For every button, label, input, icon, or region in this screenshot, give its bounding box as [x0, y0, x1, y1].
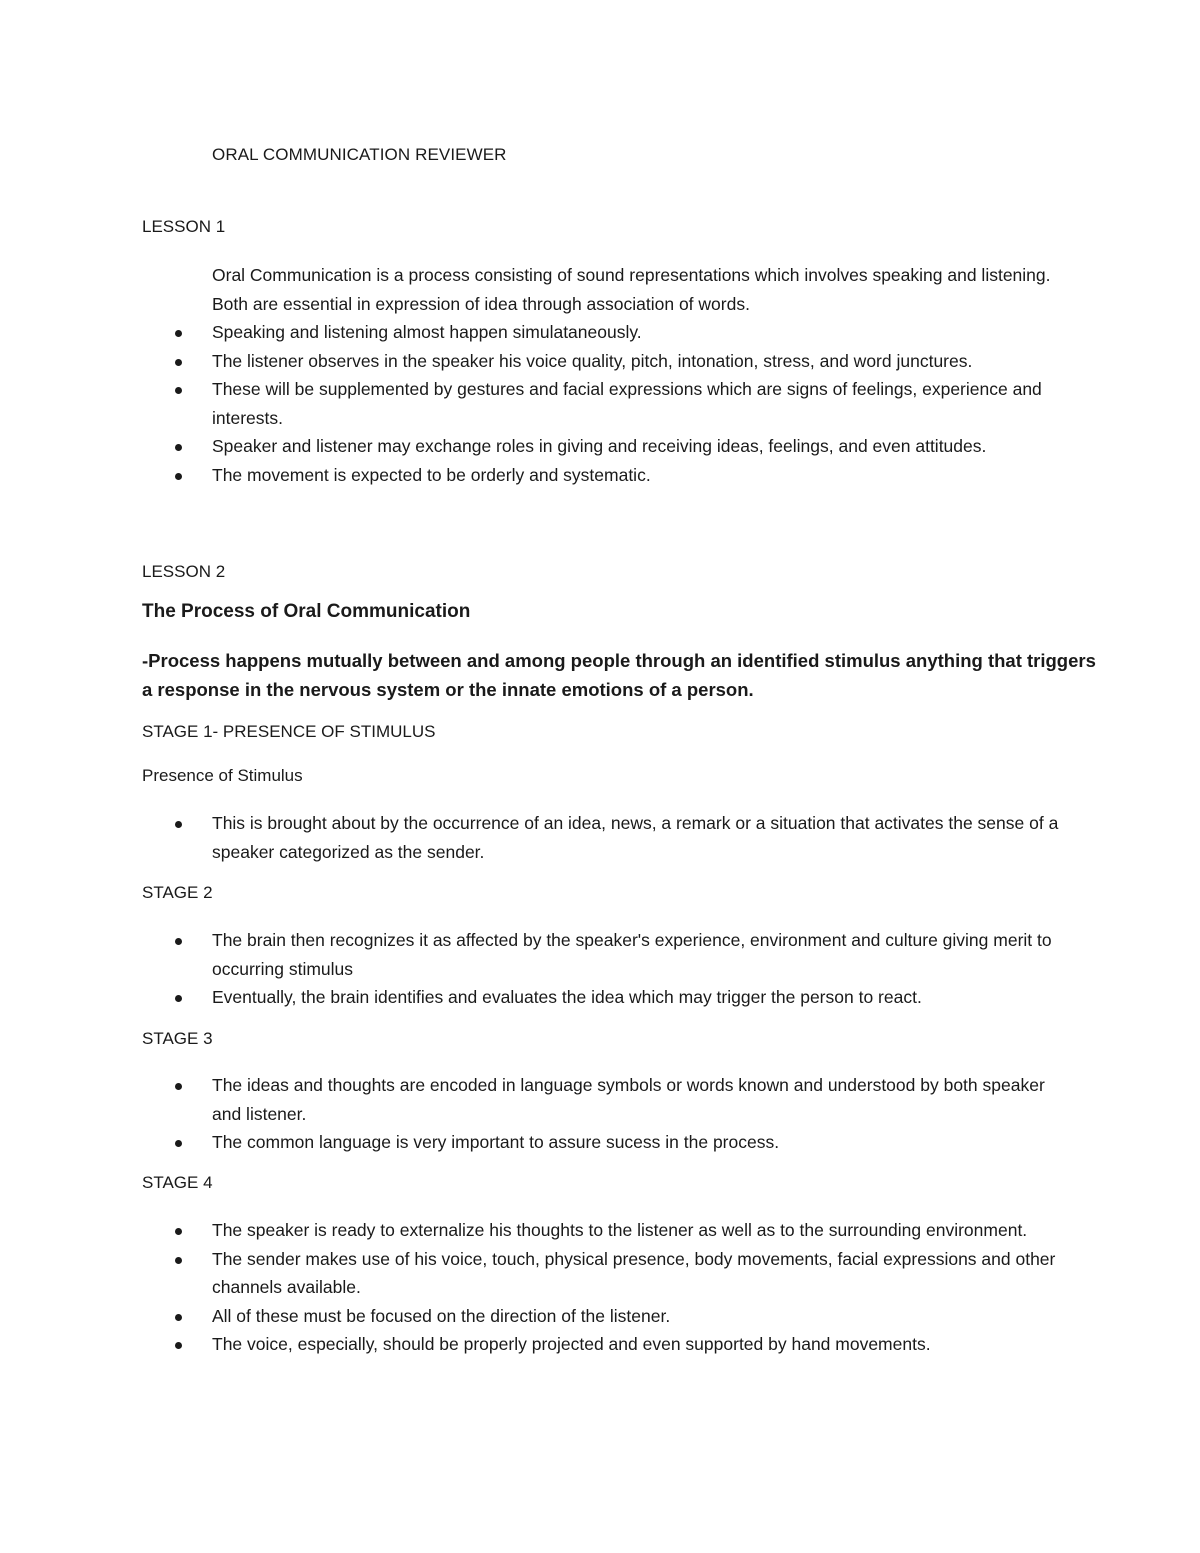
bullet-icon [175, 938, 182, 945]
bullet-icon [175, 387, 182, 394]
stage-3-label: STAGE 3 [142, 1029, 213, 1048]
bullet-icon [175, 330, 182, 337]
list-item: The listener observes in the speaker his voice quality, pitch, intonation, stress, and word junctures. [170, 347, 1070, 376]
list-item: Speaking and listening almost happen simulataneously. [170, 318, 1070, 347]
bullet-icon [175, 1314, 182, 1321]
list-item: This is brought about by the occurrence of an idea, news, a remark or a situation that activates the sense of a speaker categorized as the sender. [170, 809, 1070, 866]
stage-3-bullet-list [170, 1071, 1070, 1157]
stage-1-label: STAGE 1- PRESENCE OF STIMULUS [142, 722, 436, 741]
stage-4-label: STAGE 4 [142, 1173, 213, 1192]
list-item: The ideas and thoughts are encoded in language symbols or words known and understood by both speaker and listener. [170, 1071, 1070, 1128]
bullet-icon [175, 1140, 182, 1147]
bullet-icon [175, 1228, 182, 1235]
bullet-icon [175, 821, 182, 828]
lesson-2-label: LESSON 2 [142, 562, 226, 581]
list-item: The sender makes use of his voice, touch, physical presence, body movements, facial expressions and other channels available. [170, 1245, 1070, 1302]
lesson-1-intro: Oral Communication is a process consisting of sound representations which involves speaking and listening. Both are essential in expression of idea through association of words. [212, 265, 1051, 314]
bullet-icon [175, 1342, 182, 1349]
list-item: The voice, especially, should be properly projected and even supported by hand movements. [170, 1330, 1070, 1359]
list-item: All of these must be focused on the direction of the listener. [170, 1302, 1070, 1331]
list-item: The common language is very important to assure sucess in the process. [170, 1128, 1070, 1157]
bullet-icon [175, 1083, 182, 1090]
stage-2-label: STAGE 2 [142, 883, 213, 902]
list-item: These will be supplemented by gestures and facial expressions which are signs of feelings, experience and interests. [170, 375, 1070, 432]
bullet-icon [175, 995, 182, 1002]
bullet-icon [175, 1257, 182, 1264]
stage-4-bullet-list [170, 1216, 1070, 1359]
lesson-1-bullet-list [170, 318, 1070, 489]
stage-1-bullet-list [170, 809, 1070, 866]
lesson-2-heading: The Process of Oral Communication [142, 601, 471, 622]
bullet-icon [175, 359, 182, 366]
bullet-icon [175, 473, 182, 480]
stage-2-bullet-list [170, 926, 1070, 1012]
list-item: The movement is expected to be orderly and systematic. [170, 461, 1070, 490]
lesson-1-label: LESSON 1 [142, 217, 226, 236]
list-item: Speaker and listener may exchange roles in giving and receiving ideas, feelings, and even attitudes. [170, 432, 1070, 461]
document-title: ORAL COMMUNICATION REVIEWER [212, 145, 507, 164]
bullet-icon [175, 444, 182, 451]
list-item: Eventually, the brain identifies and evaluates the idea which may trigger the person to react. [170, 983, 1070, 1012]
lesson-2-summary: -Process happens mutually between and among people through an identified stimulus anything that triggers a response in the nervous system or the innate emotions of a person. [142, 650, 1096, 700]
list-item: The brain then recognizes it as affected by the speaker's experience, environment and culture giving merit to occurring stimulus [170, 926, 1070, 983]
list-item: The speaker is ready to externalize his thoughts to the listener as well as to the surrounding environment. [170, 1216, 1070, 1245]
stage-1-sublabel: Presence of Stimulus [142, 766, 303, 785]
